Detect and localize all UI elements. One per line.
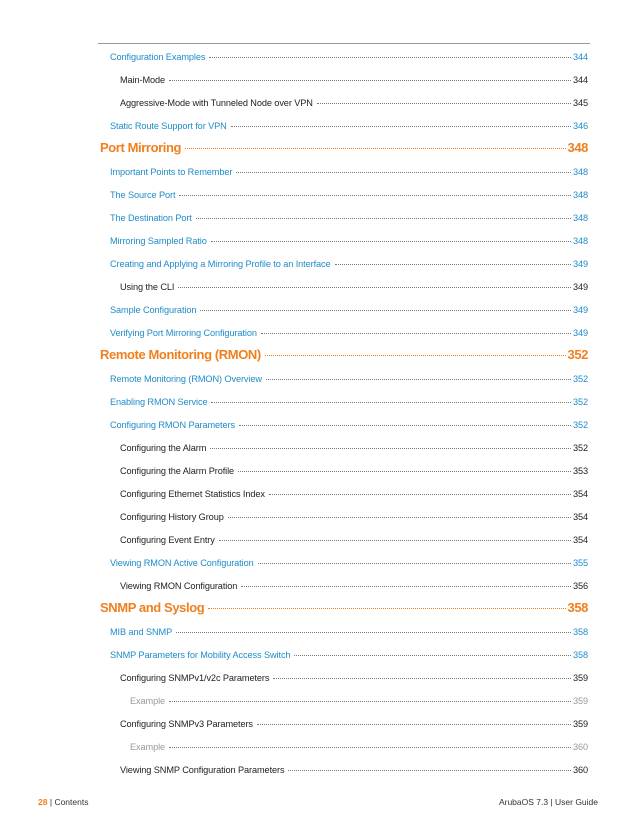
footer-left — [38, 797, 88, 807]
toc-entry[interactable] — [120, 765, 588, 775]
footer-section: Contents — [54, 797, 89, 807]
toc-entry-page: 344 — [572, 75, 588, 85]
toc-entry-title: Configuring RMON Parameters — [110, 420, 235, 430]
toc-entry[interactable] — [110, 259, 588, 269]
dot-leader — [169, 701, 571, 702]
toc-entry-page: 349 — [572, 259, 588, 269]
dot-leader — [178, 287, 571, 288]
toc-entry-title: Configuring Event Entry — [120, 535, 215, 545]
toc-entry[interactable] — [120, 466, 588, 476]
toc-chapter-entry[interactable] — [100, 347, 588, 362]
dot-leader — [176, 632, 571, 633]
toc-entry[interactable] — [120, 443, 588, 453]
toc-entry-title: Remote Monitoring (RMON) — [100, 347, 261, 362]
toc-entry-title: Configuring the Alarm — [120, 443, 207, 453]
dot-leader — [266, 379, 571, 380]
toc-entry-page: 354 — [572, 535, 588, 545]
toc-entry-page: 346 — [572, 121, 588, 131]
dot-leader — [265, 355, 566, 356]
toc-chapter-entry[interactable] — [100, 600, 588, 615]
toc-entry-page: 359 — [572, 696, 588, 706]
toc-entry-page: 360 — [572, 765, 588, 775]
toc-entry[interactable] — [120, 512, 588, 522]
toc-entry[interactable] — [130, 742, 588, 752]
toc-entry[interactable] — [110, 190, 588, 200]
toc-entry-title: Enabling RMON Service — [110, 397, 208, 407]
toc-entry[interactable] — [110, 558, 588, 568]
dot-leader — [208, 608, 565, 609]
toc-entry-title: Example — [130, 696, 166, 706]
dot-leader — [261, 333, 571, 334]
toc-entry-title: Using the CLI — [120, 282, 175, 292]
toc-entry-title: Configuring History Group — [120, 512, 224, 522]
toc-entry-title: Mirroring Sampled Ratio — [110, 236, 207, 246]
toc-entry[interactable] — [120, 719, 588, 729]
dot-leader — [288, 770, 570, 771]
toc-entry-title: The Destination Port — [110, 213, 192, 223]
toc-entry-page: 358 — [572, 627, 588, 637]
toc-entry-page: 352 — [572, 374, 588, 384]
dot-leader — [211, 402, 570, 403]
toc-entry-title: SNMP Parameters for Mobility Access Switch — [110, 650, 291, 660]
dot-leader — [179, 195, 571, 196]
toc-entry-title: Static Route Support for VPN — [110, 121, 227, 131]
toc-entry[interactable] — [110, 627, 588, 637]
dot-leader — [257, 724, 571, 725]
toc-entry-page: 348 — [572, 167, 588, 177]
toc-entry-page: 359 — [572, 673, 588, 683]
toc-entry-page: 352 — [572, 420, 588, 430]
toc-entry-page: 358 — [567, 600, 588, 615]
toc-entry[interactable] — [120, 489, 588, 499]
dot-leader — [210, 448, 571, 449]
toc-entry-title: Port Mirroring — [100, 140, 182, 155]
dot-leader — [238, 471, 571, 472]
dot-leader — [317, 103, 571, 104]
footer-page-number: 28 — [38, 797, 48, 807]
toc-entry-title: Configuring SNMPv1/v2c Parameters — [120, 673, 270, 683]
toc-entry-title: Configuring the Alarm Profile — [120, 466, 235, 476]
toc-entry-title: Creating and Applying a Mirroring Profile to an Interface — [110, 259, 331, 269]
toc-entry-title: MIB and SNMP — [110, 627, 173, 637]
top-rule — [98, 43, 590, 44]
toc-entry-page: 349 — [572, 328, 588, 338]
toc-entry-title: Main-Mode — [120, 75, 166, 85]
toc-entry-page: 352 — [567, 347, 588, 362]
toc-entry-page: 358 — [572, 650, 588, 660]
dot-leader — [258, 563, 571, 564]
toc-entry-page: 354 — [572, 489, 588, 499]
dot-leader — [211, 241, 571, 242]
dot-leader — [294, 655, 571, 656]
dot-leader — [335, 264, 571, 265]
toc-entry-title: Viewing SNMP Configuration Parameters — [120, 765, 285, 775]
dot-leader — [185, 148, 565, 149]
dot-leader — [209, 57, 571, 58]
dot-leader — [169, 747, 571, 748]
dot-leader — [169, 80, 571, 81]
toc-entry[interactable] — [110, 167, 588, 177]
toc-entry-page: 356 — [572, 581, 588, 591]
toc-entry-page: 348 — [572, 190, 588, 200]
toc-entry[interactable] — [110, 650, 588, 660]
toc-entry[interactable] — [110, 374, 588, 384]
toc-entry-page: 353 — [572, 466, 588, 476]
dot-leader — [273, 678, 571, 679]
dot-leader — [236, 172, 571, 173]
toc-entry[interactable] — [120, 535, 588, 545]
dot-leader — [196, 218, 571, 219]
toc-entry-title: Remote Monitoring (RMON) Overview — [110, 374, 262, 384]
toc-entry-title: Configuring Ethernet Statistics Index — [120, 489, 265, 499]
toc-entry[interactable] — [120, 75, 588, 85]
dot-leader — [241, 586, 571, 587]
footer-separator: | — [49, 797, 53, 807]
toc-entry-page: 348 — [567, 140, 588, 155]
toc-entry-page: 348 — [572, 213, 588, 223]
toc-entry-title: Aggressive-Mode with Tunneled Node over VPN — [120, 98, 313, 108]
toc-entry-title: The Source Port — [110, 190, 176, 200]
toc-entry[interactable] — [110, 213, 588, 223]
toc-entry-title: Viewing RMON Configuration — [120, 581, 238, 591]
toc-entry-page: 360 — [572, 742, 588, 752]
toc-entry-title: Verifying Port Mirroring Configuration — [110, 328, 257, 338]
dot-leader — [269, 494, 571, 495]
dot-leader — [239, 425, 571, 426]
toc-entry-page: 349 — [572, 305, 588, 315]
toc-entry-page: 348 — [572, 236, 588, 246]
toc-entry[interactable] — [110, 121, 588, 131]
toc-entry-page: 345 — [572, 98, 588, 108]
toc-chapter-entry[interactable] — [100, 140, 588, 155]
toc-entry[interactable] — [120, 673, 588, 683]
toc-entry-page: 344 — [572, 52, 588, 62]
footer-doc-title: ArubaOS 7.3 | User Guide — [498, 797, 598, 807]
toc-entry-title: Sample Configuration — [110, 305, 197, 315]
toc-entry[interactable] — [110, 328, 588, 338]
page-footer — [38, 797, 598, 807]
toc-entry-title: Configuring SNMPv3 Parameters — [120, 719, 253, 729]
dot-leader — [231, 126, 571, 127]
toc-entry-title: Viewing RMON Active Configuration — [110, 558, 254, 568]
toc-entry-title: SNMP and Syslog — [100, 600, 205, 615]
toc-entry-page: 352 — [572, 443, 588, 453]
dot-leader — [219, 540, 571, 541]
toc-entry-page: 349 — [572, 282, 588, 292]
toc-entry-title: Important Points to Remember — [110, 167, 233, 177]
dot-leader — [228, 517, 571, 518]
toc-entry[interactable] — [110, 52, 588, 62]
toc-entry-page: 354 — [572, 512, 588, 522]
toc-entry[interactable] — [130, 696, 588, 706]
toc-entry[interactable] — [120, 98, 588, 108]
toc-entry[interactable] — [110, 397, 588, 407]
toc-entry[interactable] — [120, 282, 588, 292]
toc-entry-page: 359 — [572, 719, 588, 729]
dot-leader — [200, 310, 571, 311]
toc-entry-page: 352 — [572, 397, 588, 407]
toc-entry[interactable] — [110, 420, 588, 430]
toc-entry[interactable] — [120, 581, 588, 591]
toc-entry-title: Example — [130, 742, 166, 752]
toc-entry[interactable] — [110, 236, 588, 246]
toc-entry-page: 355 — [572, 558, 588, 568]
toc-entry[interactable] — [110, 305, 588, 315]
toc-entry-title: Configuration Examples — [110, 52, 206, 62]
